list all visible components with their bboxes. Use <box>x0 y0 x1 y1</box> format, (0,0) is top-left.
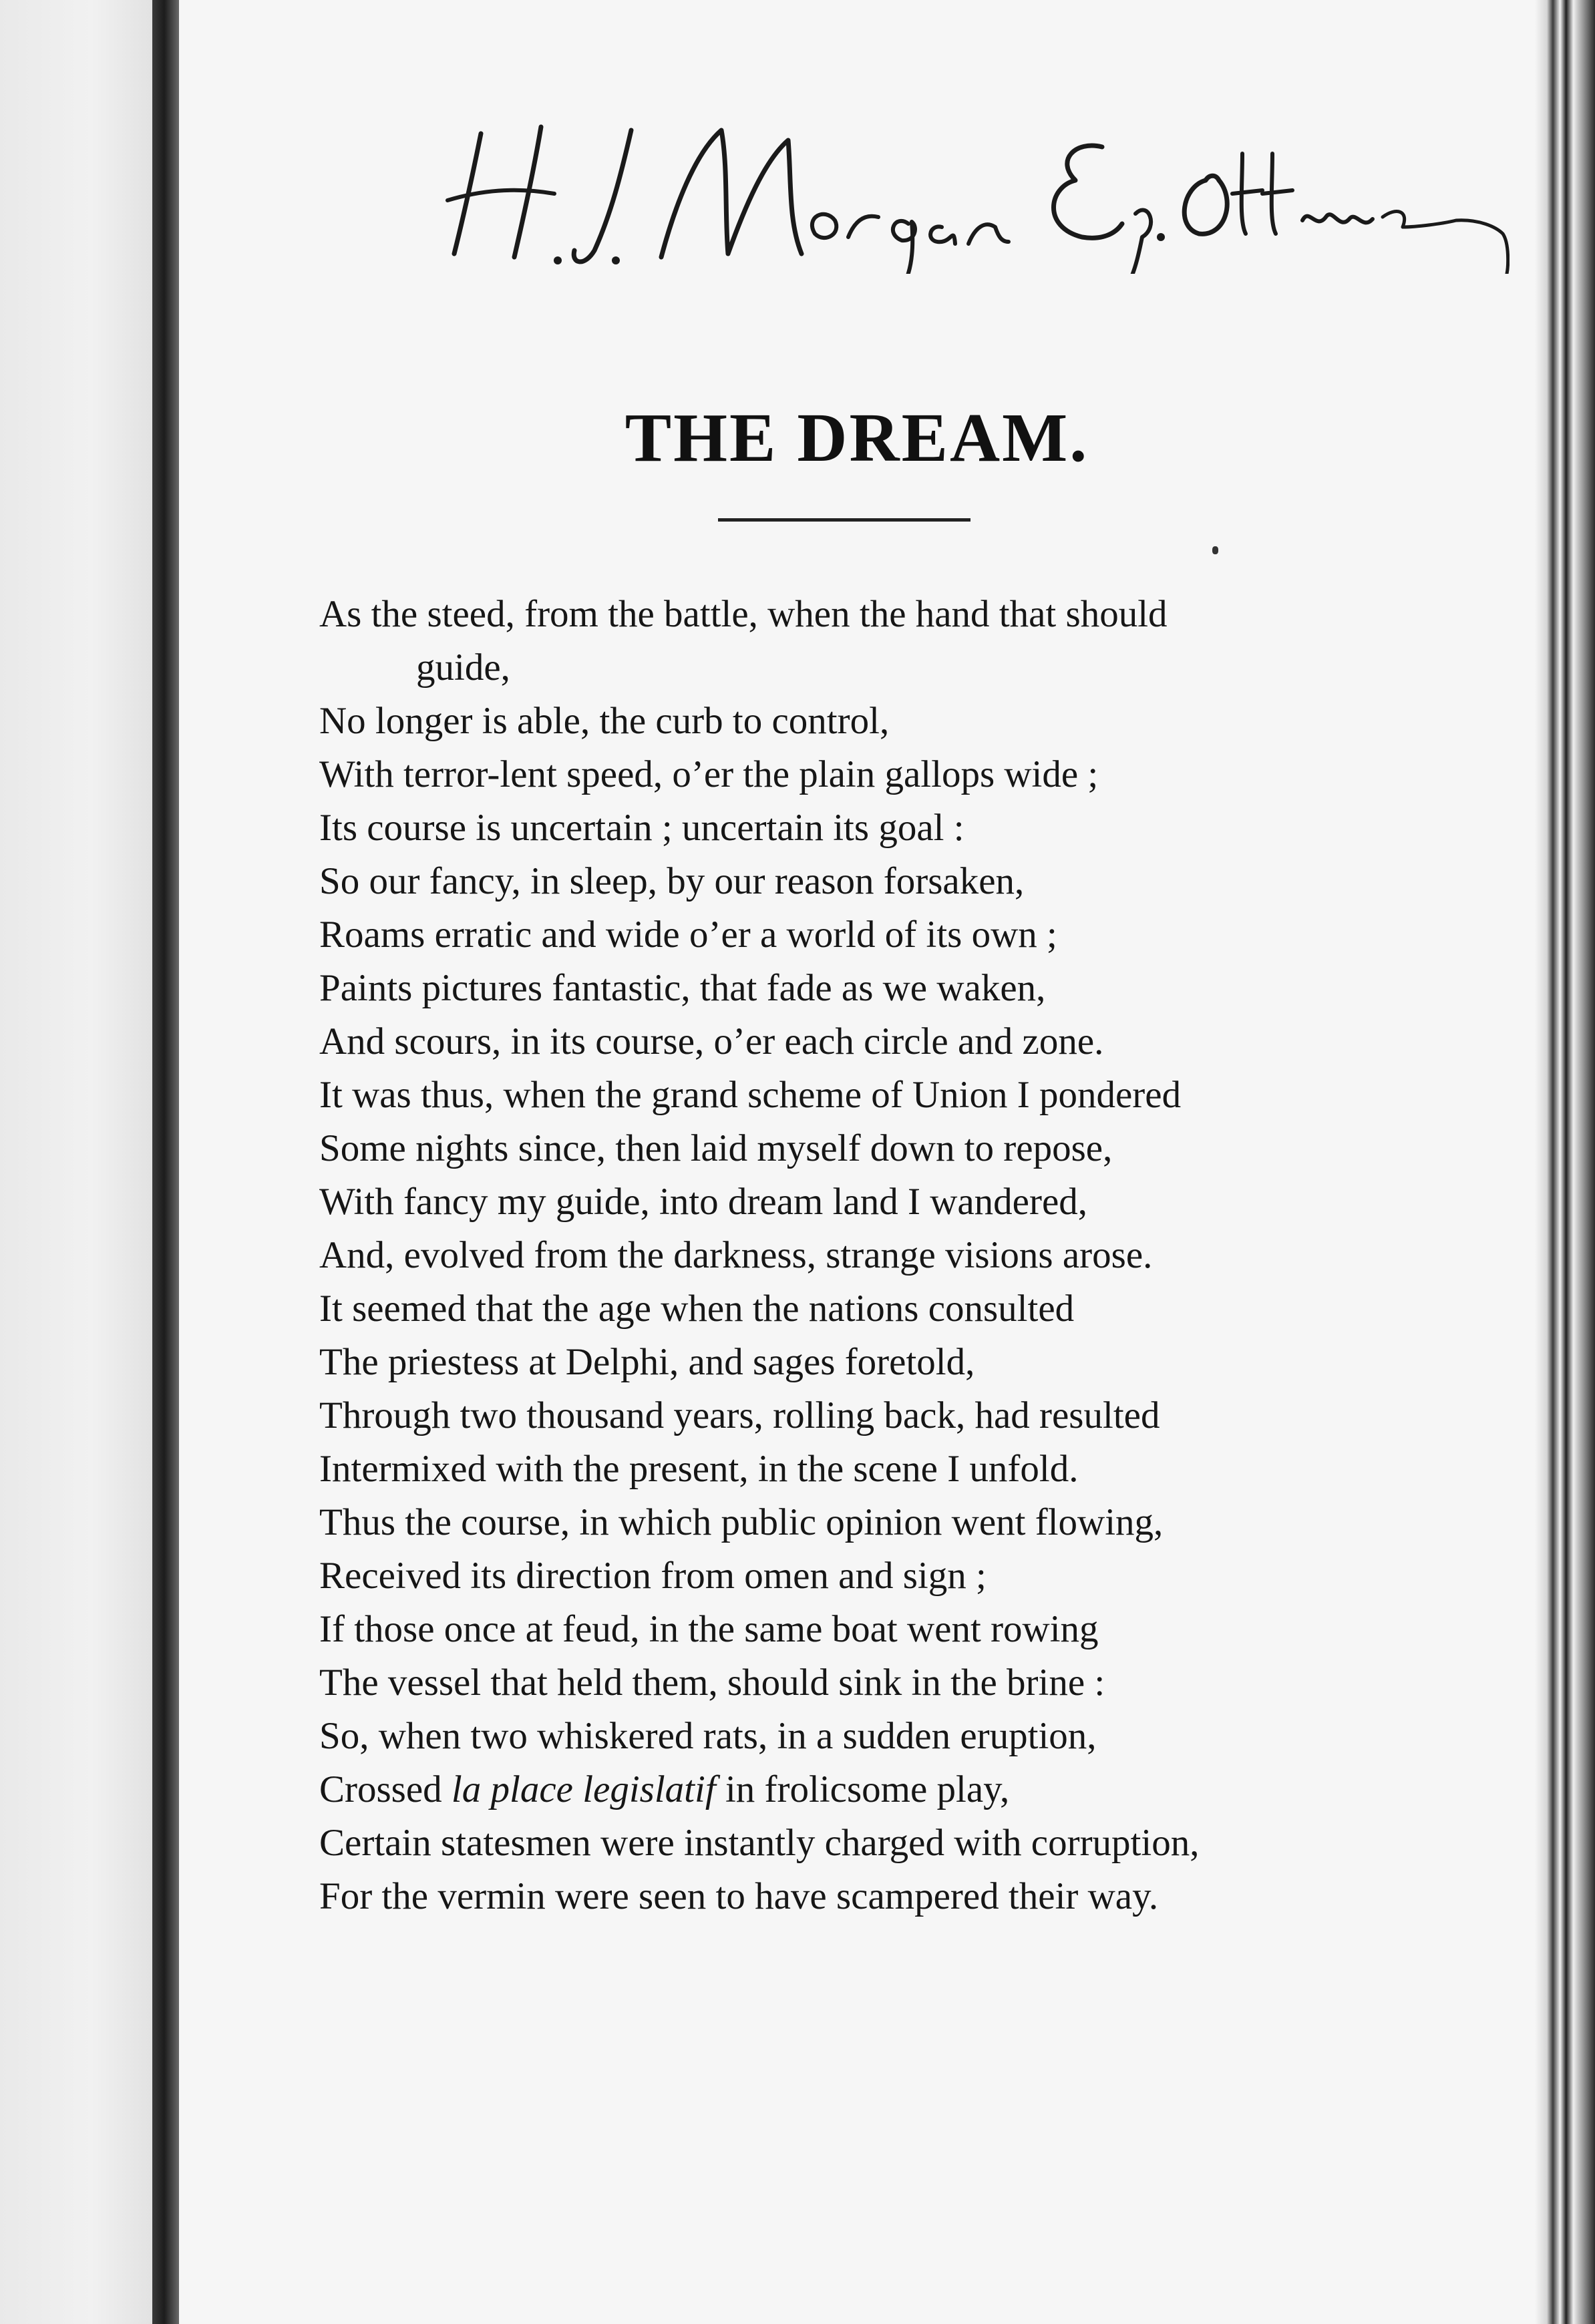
poem-line-text: in frolicsome play, <box>715 1768 1010 1810</box>
poem-line: Paints pictures fantastic, that fade as we waken, <box>319 967 1046 1009</box>
poem-line: Some nights since, then laid myself down to repose, <box>319 1127 1113 1169</box>
poem-line-text: Crossed <box>319 1768 452 1810</box>
poem-line: Certain statesmen were instantly charged with corruption, <box>319 1822 1200 1864</box>
poem-line: So our fancy, in sleep, by our reason forsaken, <box>319 860 1025 902</box>
poem-line <box>319 1763 1441 1816</box>
poem-line: With terror-lent speed, o’er the plain gallops wide ; <box>319 753 1099 795</box>
book-gutter <box>152 0 179 2324</box>
poem-line: For the vermin were seen to have scampered their way. <box>319 1875 1159 1917</box>
ink-speck <box>1212 546 1218 554</box>
poem-line-italic: la place legislatif <box>451 1768 716 1810</box>
facing-page-edge <box>0 0 152 2324</box>
handwritten-signature <box>441 100 1510 274</box>
poem-line: So, when two whiskered rats, in a sudden eruption, <box>319 1715 1097 1757</box>
poem-line: The priestess at Delphi, and sages foretold, <box>319 1341 975 1383</box>
poem-body <box>319 588 1441 1923</box>
poem-line: The vessel that held them, should sink in the brine : <box>319 1662 1105 1704</box>
poem-line: Received its direction from omen and sign ; <box>319 1555 987 1597</box>
poem-line: And, evolved from the darkness, strange visions arose. <box>319 1234 1153 1276</box>
poem-line: With fancy my guide, into dream land I wandered, <box>319 1181 1087 1223</box>
poem-line: It was thus, when the grand scheme of Union I pondered <box>319 1074 1182 1116</box>
poem-line: Its course is uncertain ; uncertain its goal : <box>319 807 964 849</box>
page-edge-stack <box>1535 0 1595 2324</box>
poem-line: Intermixed with the present, in the scene I unfold. <box>319 1448 1079 1490</box>
poem-title: THE DREAM. <box>625 399 1089 476</box>
poem-line: If those once at feud, in the same boat went rowing <box>319 1608 1099 1650</box>
poem-line: It seemed that the age when the nations consulted <box>319 1288 1075 1330</box>
poem-line: As the steed, from the battle, when the hand that should <box>319 593 1168 635</box>
poem-line: Through two thousand years, rolling back, had resulted <box>319 1394 1160 1436</box>
poem-line: guide, <box>416 646 510 689</box>
poem-line: No longer is able, the curb to control, <box>319 700 890 742</box>
poem-line: Thus the course, in which public opinion went flowing, <box>319 1501 1164 1543</box>
title-rule <box>718 518 970 522</box>
poem-line: And scours, in its course, o’er each circle and zone. <box>319 1020 1104 1062</box>
poem-line: Roams erratic and wide o’er a world of its own ; <box>319 914 1057 956</box>
